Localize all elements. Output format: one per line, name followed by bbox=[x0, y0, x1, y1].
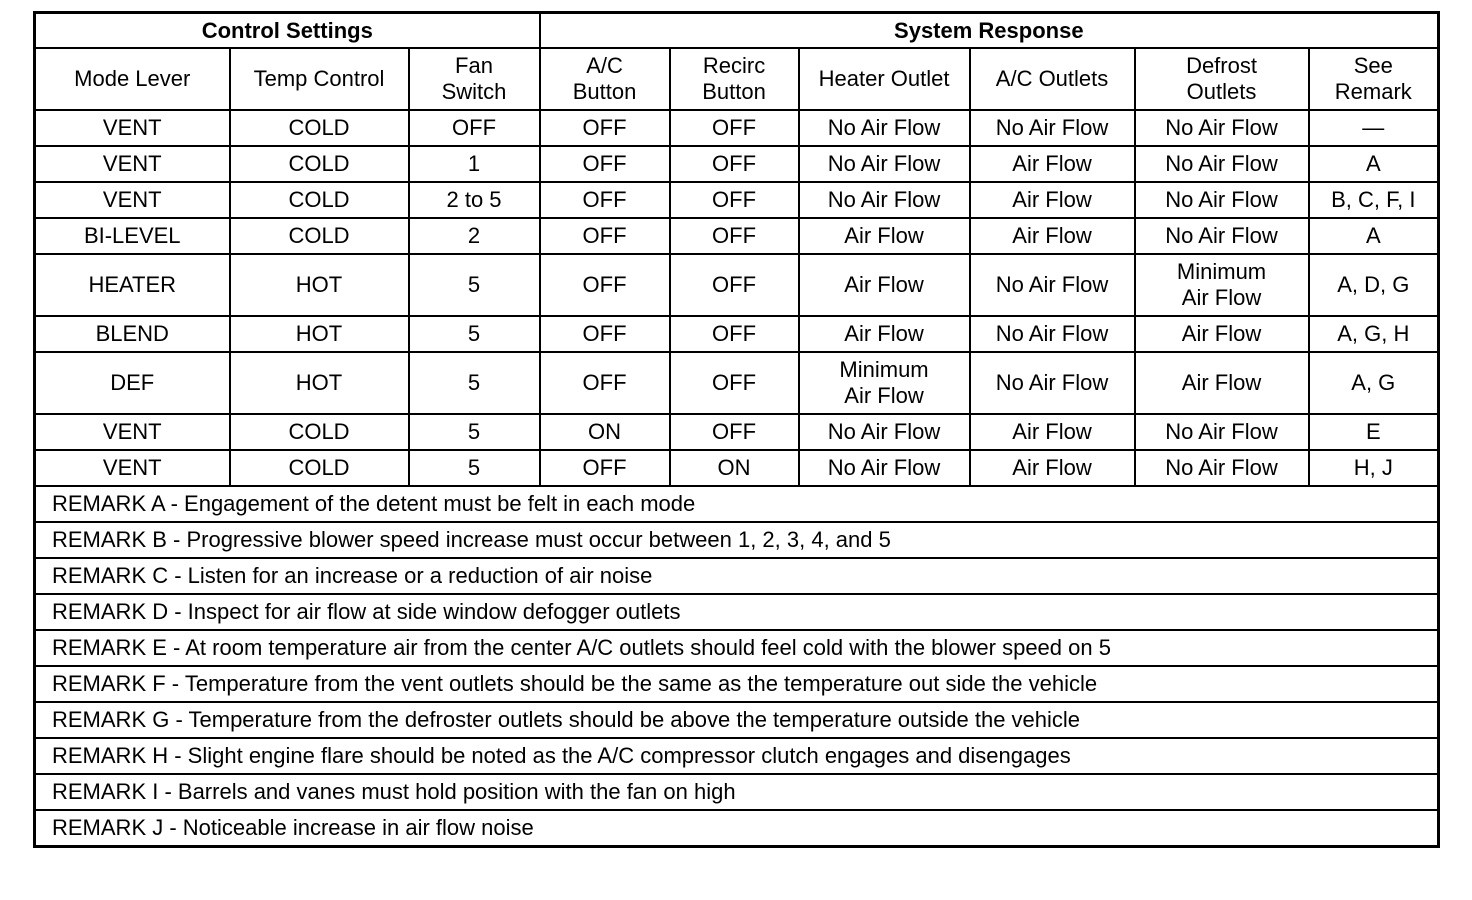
table-row bbox=[35, 254, 1439, 316]
cell-defrost-outlets: Air Flow bbox=[1135, 352, 1309, 414]
cell-see-remark: — bbox=[1309, 110, 1439, 146]
cell-see-remark: A bbox=[1309, 146, 1439, 182]
cell-ac-outlets: No Air Flow bbox=[970, 316, 1135, 352]
table-row bbox=[35, 414, 1439, 450]
cell-recirc-button: OFF bbox=[670, 146, 799, 182]
table-row bbox=[35, 182, 1439, 218]
cell-see-remark: A, G, H bbox=[1309, 316, 1439, 352]
remark-row bbox=[35, 810, 1439, 847]
cell-ac-outlets: No Air Flow bbox=[970, 254, 1135, 316]
table-row bbox=[35, 110, 1439, 146]
cell-recirc-button: OFF bbox=[670, 110, 799, 146]
cell-defrost-outlets: No Air Flow bbox=[1135, 450, 1309, 486]
cell-ac-button: OFF bbox=[540, 146, 670, 182]
col-ac-outlets: A/C Outlets bbox=[970, 48, 1135, 110]
cell-ac-outlets: Air Flow bbox=[970, 450, 1135, 486]
cell-temp-control: HOT bbox=[230, 352, 409, 414]
table-row bbox=[35, 450, 1439, 486]
col-ac-button: A/C Button bbox=[540, 48, 670, 110]
table-row bbox=[35, 218, 1439, 254]
col-temp-control: Temp Control bbox=[230, 48, 409, 110]
cell-heater-outlet: No Air Flow bbox=[799, 110, 970, 146]
table-row bbox=[35, 352, 1439, 414]
cell-ac-button: OFF bbox=[540, 110, 670, 146]
col-see-remark: See Remark bbox=[1309, 48, 1439, 110]
cell-fan-switch: 2 to 5 bbox=[409, 182, 540, 218]
remark-row bbox=[35, 738, 1439, 774]
cell-fan-switch: 2 bbox=[409, 218, 540, 254]
cell-temp-control: HOT bbox=[230, 316, 409, 352]
remark-row bbox=[35, 774, 1439, 810]
cell-heater-outlet: Air Flow bbox=[799, 218, 970, 254]
cell-heater-outlet: No Air Flow bbox=[799, 450, 970, 486]
cell-recirc-button: OFF bbox=[670, 218, 799, 254]
cell-ac-outlets: No Air Flow bbox=[970, 352, 1135, 414]
cell-defrost-outlets: No Air Flow bbox=[1135, 182, 1309, 218]
cell-mode-lever: VENT bbox=[35, 146, 230, 182]
cell-fan-switch: 5 bbox=[409, 316, 540, 352]
system-response-header: System Response bbox=[540, 13, 1439, 49]
remark-text: REMARK D - Inspect for air flow at side window defogger outlets bbox=[35, 594, 1439, 630]
header-group-row bbox=[35, 13, 1439, 49]
cell-heater-outlet: Air Flow bbox=[799, 316, 970, 352]
cell-ac-button: OFF bbox=[540, 352, 670, 414]
cell-defrost-outlets: No Air Flow bbox=[1135, 218, 1309, 254]
cell-temp-control: COLD bbox=[230, 110, 409, 146]
cell-ac-button: OFF bbox=[540, 182, 670, 218]
remark-text: REMARK F - Temperature from the vent outlets should be the same as the temperature out side the vehicle bbox=[35, 666, 1439, 702]
cell-ac-button: OFF bbox=[540, 450, 670, 486]
cell-temp-control: COLD bbox=[230, 182, 409, 218]
remark-row bbox=[35, 522, 1439, 558]
col-heater-outlet: Heater Outlet bbox=[799, 48, 970, 110]
cell-temp-control: COLD bbox=[230, 414, 409, 450]
cell-fan-switch: OFF bbox=[409, 110, 540, 146]
cell-mode-lever: VENT bbox=[35, 110, 230, 146]
cell-fan-switch: 5 bbox=[409, 352, 540, 414]
cell-see-remark: A, G bbox=[1309, 352, 1439, 414]
cell-mode-lever: BI-LEVEL bbox=[35, 218, 230, 254]
remarks-section bbox=[35, 486, 1439, 847]
remark-text: REMARK G - Temperature from the defroster outlets should be above the temperature outside the vehicle bbox=[35, 702, 1439, 738]
cell-mode-lever: VENT bbox=[35, 182, 230, 218]
cell-ac-outlets: Air Flow bbox=[970, 182, 1135, 218]
cell-ac-outlets: Air Flow bbox=[970, 146, 1135, 182]
column-header-row bbox=[35, 48, 1439, 110]
cell-fan-switch: 5 bbox=[409, 254, 540, 316]
remark-row bbox=[35, 486, 1439, 522]
cell-ac-outlets: No Air Flow bbox=[970, 110, 1135, 146]
cell-heater-outlet: No Air Flow bbox=[799, 182, 970, 218]
cell-fan-switch: 5 bbox=[409, 414, 540, 450]
cell-see-remark: A, D, G bbox=[1309, 254, 1439, 316]
remark-text: REMARK I - Barrels and vanes must hold position with the fan on high bbox=[35, 774, 1439, 810]
cell-see-remark: A bbox=[1309, 218, 1439, 254]
col-defrost-outlets: Defrost Outlets bbox=[1135, 48, 1309, 110]
cell-ac-outlets: Air Flow bbox=[970, 414, 1135, 450]
cell-recirc-button: OFF bbox=[670, 352, 799, 414]
cell-defrost-outlets: Air Flow bbox=[1135, 316, 1309, 352]
cell-see-remark: B, C, F, I bbox=[1309, 182, 1439, 218]
cell-ac-button: OFF bbox=[540, 218, 670, 254]
table-header bbox=[35, 13, 1439, 111]
col-fan-switch: Fan Switch bbox=[409, 48, 540, 110]
cell-mode-lever: BLEND bbox=[35, 316, 230, 352]
remark-text: REMARK A - Engagement of the detent must be felt in each mode bbox=[35, 486, 1439, 522]
cell-heater-outlet: No Air Flow bbox=[799, 146, 970, 182]
cell-temp-control: HOT bbox=[230, 254, 409, 316]
cell-ac-button: ON bbox=[540, 414, 670, 450]
cell-mode-lever: HEATER bbox=[35, 254, 230, 316]
cell-defrost-outlets: No Air Flow bbox=[1135, 110, 1309, 146]
cell-mode-lever: DEF bbox=[35, 352, 230, 414]
cell-see-remark: H, J bbox=[1309, 450, 1439, 486]
cell-recirc-button: OFF bbox=[670, 316, 799, 352]
remark-text: REMARK H - Slight engine flare should be noted as the A/C compressor clutch engages and disengages bbox=[35, 738, 1439, 774]
col-recirc-button: Recirc Button bbox=[670, 48, 799, 110]
cell-see-remark: E bbox=[1309, 414, 1439, 450]
remark-row bbox=[35, 630, 1439, 666]
table-body bbox=[35, 110, 1439, 486]
cell-temp-control: COLD bbox=[230, 450, 409, 486]
remark-text: REMARK E - At room temperature air from the center A/C outlets should feel cold with the blower speed on 5 bbox=[35, 630, 1439, 666]
remark-row bbox=[35, 702, 1439, 738]
remark-text: REMARK B - Progressive blower speed increase must occur between 1, 2, 3, 4, and 5 bbox=[35, 522, 1439, 558]
cell-defrost-outlets: No Air Flow bbox=[1135, 146, 1309, 182]
cell-recirc-button: ON bbox=[670, 450, 799, 486]
remark-text: REMARK C - Listen for an increase or a reduction of air noise bbox=[35, 558, 1439, 594]
cell-temp-control: COLD bbox=[230, 218, 409, 254]
cell-temp-control: COLD bbox=[230, 146, 409, 182]
cell-ac-outlets: Air Flow bbox=[970, 218, 1135, 254]
cell-defrost-outlets: No Air Flow bbox=[1135, 414, 1309, 450]
cell-mode-lever: VENT bbox=[35, 414, 230, 450]
cell-ac-button: OFF bbox=[540, 316, 670, 352]
hvac-test-table bbox=[33, 11, 1440, 848]
remark-row bbox=[35, 666, 1439, 702]
cell-heater-outlet: No Air Flow bbox=[799, 414, 970, 450]
cell-recirc-button: OFF bbox=[670, 254, 799, 316]
table-row bbox=[35, 316, 1439, 352]
cell-fan-switch: 5 bbox=[409, 450, 540, 486]
col-mode-lever: Mode Lever bbox=[35, 48, 230, 110]
cell-fan-switch: 1 bbox=[409, 146, 540, 182]
table-row bbox=[35, 146, 1439, 182]
remark-row bbox=[35, 594, 1439, 630]
remark-row bbox=[35, 558, 1439, 594]
cell-ac-button: OFF bbox=[540, 254, 670, 316]
cell-recirc-button: OFF bbox=[670, 414, 799, 450]
cell-heater-outlet: Minimum Air Flow bbox=[799, 352, 970, 414]
remark-text: REMARK J - Noticeable increase in air flow noise bbox=[35, 810, 1439, 847]
cell-defrost-outlets: Minimum Air Flow bbox=[1135, 254, 1309, 316]
cell-recirc-button: OFF bbox=[670, 182, 799, 218]
cell-mode-lever: VENT bbox=[35, 450, 230, 486]
control-settings-header: Control Settings bbox=[35, 13, 540, 49]
cell-heater-outlet: Air Flow bbox=[799, 254, 970, 316]
